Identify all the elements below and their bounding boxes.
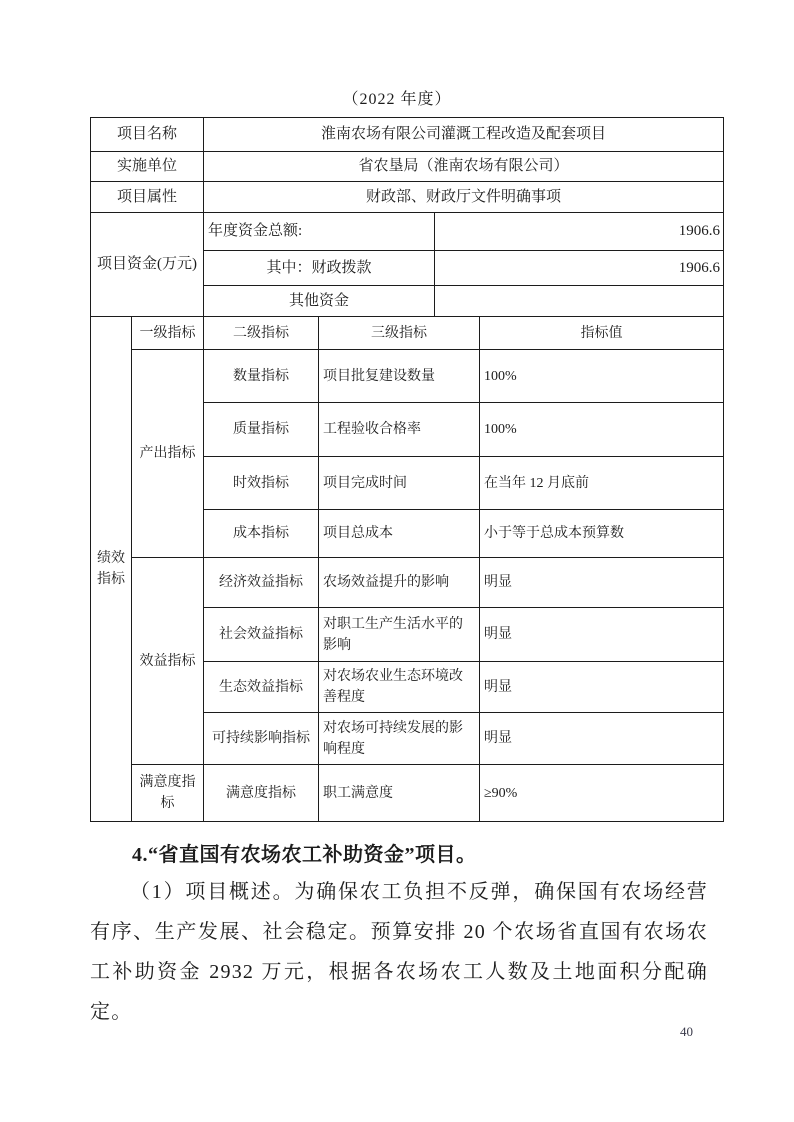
indicator-level3: 农场效益提升的影响 [319, 558, 480, 608]
indicator-value: 明显 [480, 662, 724, 713]
project-attribute-value: 财政部、财政厅文件明确事项 [204, 182, 724, 213]
header-level3: 三级指标 [319, 317, 480, 350]
indicator-level2: 成本指标 [204, 510, 319, 558]
project-info-table [90, 117, 724, 213]
implementing-unit-value: 省农垦局（淮南农场有限公司） [204, 152, 724, 182]
indicator-level2: 满意度指标 [204, 765, 319, 822]
funds-total-label: 年度资金总额: [204, 213, 435, 251]
funds-total-value: 1906.6 [435, 213, 724, 251]
indicator-level3: 对职工生产生活水平的影响 [319, 608, 480, 662]
indicator-level3: 项目完成时间 [319, 457, 480, 510]
indicator-value: 100% [480, 403, 724, 457]
indicator-table [90, 316, 724, 822]
project-name-value: 淮南农场有限公司灌溉工程改造及配套项目 [204, 118, 724, 152]
performance-table [90, 117, 723, 822]
funds-fiscal-value: 1906.6 [435, 251, 724, 286]
header-level1: 一级指标 [132, 317, 204, 350]
group-satisfaction-label: 满意度指标 [132, 765, 204, 822]
indicator-level3: 项目批复建设数量 [319, 350, 480, 403]
funds-other-label: 其他资金 [204, 286, 435, 317]
indicator-value: 小于等于总成本预算数 [480, 510, 724, 558]
page-number: 40 [680, 1024, 693, 1039]
indicator-level3: 职工满意度 [319, 765, 480, 822]
indicator-value: 明显 [480, 713, 724, 765]
indicator-level2: 生态效益指标 [204, 662, 319, 713]
project-name-label: 项目名称 [91, 118, 204, 152]
indicator-level2: 数量指标 [204, 350, 319, 403]
header-value: 指标值 [480, 317, 724, 350]
funds-label: 项目资金(万元) [91, 213, 204, 317]
indicator-level2: 社会效益指标 [204, 608, 319, 662]
indicator-side-label: 绩效指标 [91, 317, 132, 822]
project-attribute-label: 项目属性 [91, 182, 204, 213]
indicator-level2: 时效指标 [204, 457, 319, 510]
group-benefit-label: 效益指标 [132, 558, 204, 765]
header-level2: 二级指标 [204, 317, 319, 350]
indicator-value: 在当年 12 月底前 [480, 457, 724, 510]
indicator-value: 100% [480, 350, 724, 403]
indicator-level3: 项目总成本 [319, 510, 480, 558]
funds-other-value [435, 286, 724, 317]
section-heading: 4.“省直国有农场农工补助资金”项目。 [132, 844, 477, 866]
indicator-level3: 对农场可持续发展的影响程度 [319, 713, 480, 765]
indicator-value: 明显 [480, 608, 724, 662]
indicator-level2: 可持续影响指标 [204, 713, 319, 765]
group-output-label: 产出指标 [132, 350, 204, 558]
indicator-value: 明显 [480, 558, 724, 608]
indicator-level2: 质量指标 [204, 403, 319, 457]
doc-title: （2022 年度） [342, 91, 452, 108]
indicator-level2: 经济效益指标 [204, 558, 319, 608]
paragraph-project-overview: （1）项目概述。为确保农工负担不反弹，确保国有农场经营有序、生产发展、社会稳定。预算安排 20 个农场省直国有农场农工补助资金 2932 万元，根据各农场农工人数及土地面积分配确定。 [90, 881, 708, 1023]
indicator-level3: 对农场农业生态环境改善程度 [319, 662, 480, 713]
funds-fiscal-label: 其中：财政拨款 [204, 251, 435, 286]
indicator-level3: 工程验收合格率 [319, 403, 480, 457]
indicator-value: ≥90% [480, 765, 724, 822]
implementing-unit-label: 实施单位 [91, 152, 204, 182]
project-funds-table [90, 212, 724, 317]
